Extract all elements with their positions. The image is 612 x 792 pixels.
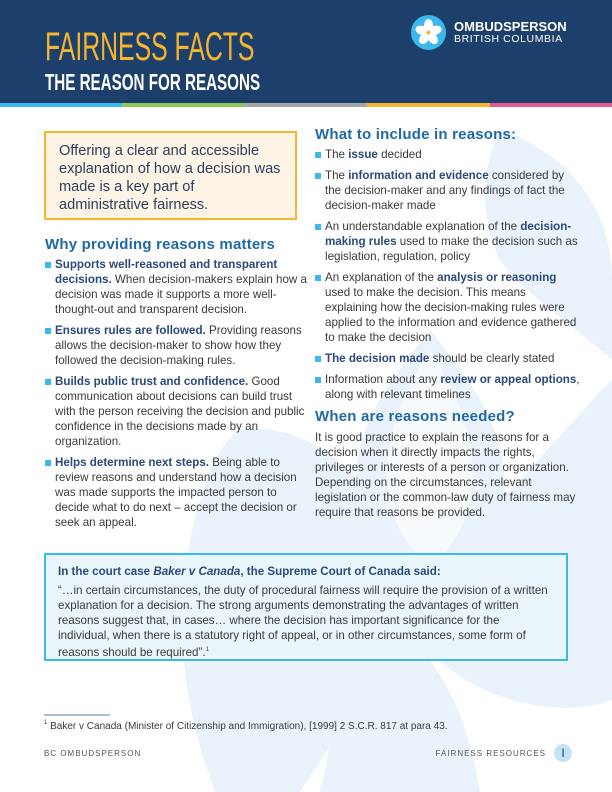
bullet-icon [315,152,321,158]
footnote [44,720,448,732]
list-item [45,257,310,317]
item-lead: Builds public trust and confidence. [55,375,249,388]
list-item [315,147,580,162]
footer-org: BC OMBUDSPERSON [44,749,142,758]
item-text: Providing reasons allows the decision-maker to show how they followed the decision-making rules. [55,324,302,367]
page-header [0,0,612,103]
footnote-mark: 1 [44,720,48,726]
item-text: When decision-makers explain how a decision was made it supports a more well-thought-out and transparent decision. [55,273,307,316]
bullet-icon [45,328,51,334]
item-lead: Supports well-reasoned and transparent decisions. [55,258,278,286]
item-lead: Ensures rules are followed. [55,324,206,337]
item-post: used to make the decision such as legislation, regulation, policy [325,235,578,263]
list-item [315,219,580,264]
why-section [45,236,310,536]
list-item [315,168,580,213]
court-quote-box [44,553,568,661]
item-pre: Information about any [325,373,441,386]
when-paragraph: It is good practice to explain the reasons for a decision when it directly impacts the rights, privileges or interests of a person or organization. Depending on the circumstances, relevant legislation or the common-law duty of fairness may require that reasons be provided. [315,431,576,519]
include-heading: What to include in reasons: [315,126,517,143]
include-list [315,147,580,402]
quote-head-post: , the Supreme Court of Canada said: [240,565,441,578]
page-title: FAIRNESS FACTS [45,25,255,69]
bullet-icon [315,356,321,362]
stripe-pink [490,103,612,107]
item-emphasis: issue [348,148,378,161]
include-section [315,126,580,520]
item-emphasis: analysis or reasoning [437,271,557,284]
item-post: decided [377,148,422,161]
item-lead: Helps determine next steps. [55,456,209,469]
footnote-divider [44,714,110,716]
bullet-icon [315,173,321,179]
list-item [45,455,310,530]
quote-case-name: Baker v Canada [153,565,241,578]
item-text: Being able to review reasons and understand how a decision was made supports the impacted person to decide what to do next – accept the decision or seek an appeal. [55,456,297,529]
item-emphasis: review or appeal options [440,373,577,386]
item-emphasis: information and evidence [348,169,489,182]
list-item [45,323,310,368]
item-emphasis: decision-making rules [325,220,572,248]
list-item [315,270,580,345]
when-heading: When are reasons needed? [315,408,515,425]
item-pre: The [325,169,349,182]
color-stripe [0,103,612,107]
bullet-icon [45,460,51,466]
item-post: , along with relevant timelines [325,373,580,401]
item-post: used to make the decision. This means explaining how the decision-making rules were applied to the information and evidence gathered to make the decision [325,286,577,344]
quote-heading [58,564,554,579]
list-item [315,351,580,366]
why-heading: Why providing reasons matters [45,236,276,253]
item-post: considered by the decision-maker and any findings of fact the decision-maker made [325,169,565,212]
quote-body [58,583,554,660]
stripe-green [122,103,244,107]
quote-text: “…in certain circumstances, the duty of procedural fairness will require the provision of a written explanation for a decision. The strong arguments demonstrating the advantages of written reasons suggest that, in cases… where the decision has important significance for the individual, when there is a statutory right of appeal, or in other circumstances, some form of reasons should be required”. [58,584,548,659]
stripe-yellow [367,103,489,107]
stripe-grey [245,103,367,107]
item-post: should be clearly stated [429,352,555,365]
footnote-text: Baker v Canada (Minister of Citizenship and Immigration), [1999] 2 S.C.R. 817 at para 43. [47,721,448,732]
item-emphasis: The decision made [325,352,430,365]
footer-section: FAIRNESS RESOURCES [435,749,546,758]
page-subtitle: THE REASON FOR REASONS [45,69,261,95]
bullet-icon [45,262,51,268]
logo-name: OMBUDSPERSON [454,18,567,34]
bullet-icon [315,377,321,383]
item-pre: The [325,148,349,161]
bullet-icon [315,224,321,230]
bullet-icon [315,275,321,281]
flower-icon [411,15,446,50]
logo-region: BRITISH COLUMBIA [454,32,563,45]
list-item [45,374,310,449]
item-text: Good communication about decisions can build trust with the person receiving the decision and public confidence in the decisions made by an organization. [55,375,305,448]
item-pre: An understandable explanation of the [325,220,521,233]
ombudsperson-logo [411,15,567,50]
footnote-ref-link[interactable]: 1 [205,647,209,653]
why-list [45,257,310,530]
page-number: I [554,744,572,762]
bullet-icon [45,379,51,385]
list-item [315,372,580,402]
item-pre: An explanation of the [325,271,438,284]
quote-head-pre: In the court case [58,565,154,578]
intro-callout: Offering a clear and accessible explanation of how a decision was made is a key part of administrative fairness. [44,131,297,220]
stripe-cyan [0,103,122,107]
